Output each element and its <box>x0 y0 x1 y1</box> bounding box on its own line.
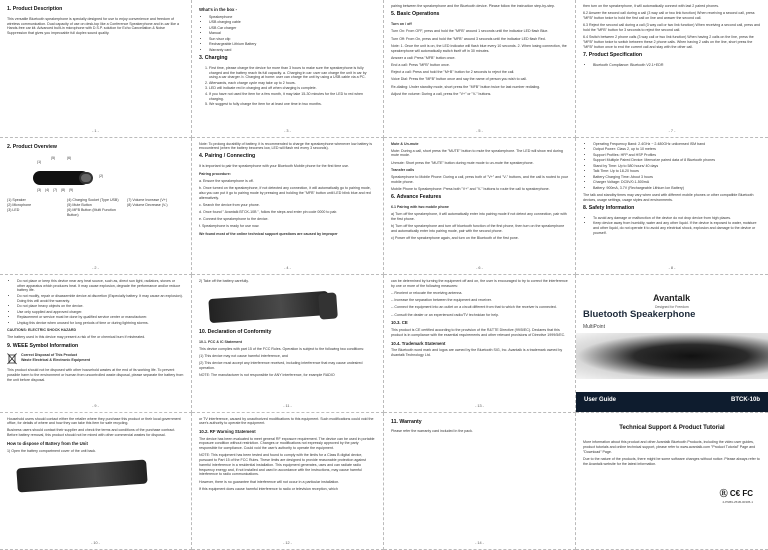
operation-line: Note: 1. Once the unit is on, the LED indicator will flash blue every 10 seconds. 2. When losing connection, the speakerphone will automatically switch itself off in 30 minutes. <box>391 43 567 53</box>
heading-box-contents: What's in the box - <box>199 7 238 12</box>
heading-charging: 3. Charging <box>199 55 228 62</box>
product-subtitle: MultiPoint <box>583 324 605 331</box>
transfer-heading: Transfer calls <box>391 167 415 172</box>
list-item: • Support Multiple Paired Device: Memorize paired data of 8 Bluetooth phones <box>593 158 761 163</box>
fcc-text: This device complies with part 15 of the FCC Rules. Operation is subject to the following two conditions: <box>199 346 364 351</box>
trademark-heading: 10.4. Trademark Statement <box>391 340 446 346</box>
list-item: • Sun visor clip <box>209 37 376 42</box>
battery-cover-image <box>318 292 338 319</box>
weee-block <box>7 353 184 365</box>
page-number: - 13 - <box>475 403 484 408</box>
list-item: 2. Afterwards, each charge cycle may take up to 2 hours. <box>209 81 376 86</box>
heading-weee: 9. WEEE Symbol Information <box>7 342 79 349</box>
fcc-note: NOTE: The manufacturer is not responsible for ANY interference, for example RADIO <box>199 373 335 378</box>
operation-line: Turn On: From OFF, press and hold the "MFB" around 1 seconds until the indicator LED flash Blue. <box>391 29 549 34</box>
battery-removal-step: 2) Take off the battery carefully. <box>199 279 249 283</box>
operation-line: Turn Off: From On, press and hold the "MFB" around 3 seconds until the indicator LED flash Red. <box>391 36 546 41</box>
list-item: • Bluetooth Compliance: Bluetooth V2.1+EDR <box>593 63 761 68</box>
list-item: • Speakerphone <box>209 15 376 20</box>
trademark-text: The Bluetooth word mark and logos are owned by the Bluetooth SIG, Inc. Avantalk is a trademark owned by Avantalk Technology Ltd. <box>391 348 563 357</box>
page-number: - 5 - <box>476 128 483 133</box>
page-9 <box>0 275 192 413</box>
operation-line: Answer a call: Press "MFB" button once. <box>391 55 456 60</box>
page-5 <box>384 0 576 138</box>
cover-product-image <box>576 333 768 379</box>
heading-warranty: 11. Warranty <box>391 418 422 425</box>
page-13 <box>384 275 576 413</box>
operation-line: Turn on / off <box>391 22 412 27</box>
operation-line: Adjust the volume: During a call, press the "V+" or "V-" buttons. <box>391 91 492 96</box>
weee-label: Correct Disposal of This Product <box>21 353 78 358</box>
auto-connect-text: then turn on the speakerphone, it will automatically connect with last 2 paired phones. <box>583 4 720 8</box>
list-item: 5. We suggest to fully charge the item for at least one time in two months. <box>209 102 376 107</box>
legend-item: (5) Mute Button <box>67 203 92 208</box>
feature-item: 6.4 Switch between 2 phone calls (3 way call or two link function) When having 2 calls on the line, press the "MFB" button twice to switch between these 2 phone calls. When having 2 calls on the line, short press the "MFB" button once to end the current call and stay with the other call. <box>583 35 754 49</box>
operation-line: Voice Dial: Press the "MFB" button once and say the name of person you wish to call. <box>391 77 527 82</box>
page-number: - 11 - <box>283 403 292 408</box>
fcc-condition: (1) This device may not cause harmful interference, and <box>199 354 288 359</box>
support-note: We found most of the online technical support questions are caused by improper <box>199 231 338 236</box>
fcc-condition: (2) This device must accept any interference received, including interference that may cause undesired operation. <box>199 361 363 371</box>
list-item: • Rechargeable Lithium Battery <box>209 42 376 47</box>
measure-item: -- Increase the separation between the equipment and receiver. <box>391 298 492 303</box>
legend-item: (7) Volume Increase (V+) <box>127 198 168 203</box>
callout-label: (8) <box>61 188 66 193</box>
pairing-step: d. Once found " Avantalk BTCK-10B ", follow the steps and enter pin code 0000 to pair. <box>199 209 338 214</box>
page-number: - 7 - <box>668 128 676 133</box>
fcc-heading: 10.1. FCC & IC Statement <box>199 339 242 344</box>
legend-item: (2) Microphone <box>7 203 32 208</box>
list-item: • Unplug this device when unused for long periods of time or during lightning storms. <box>17 321 184 326</box>
device-image <box>208 291 329 323</box>
mute-line: Unmute: Short press the "MUTE" button during mute mode to un-mute the speakerphone. <box>391 160 534 165</box>
page-number: - 3 - <box>284 128 291 133</box>
measure-item: -- Reorient or relocate the receiving antenna. <box>391 290 463 295</box>
page-8 <box>576 138 768 276</box>
transfer-line: Speakerphone to Mobile Phone: During a call, press both of "V+" and "V-" buttons, and the call is routed to your mobile phone. <box>391 175 569 184</box>
page-number: - 4 - <box>284 266 291 270</box>
legend-item: (6) MFB Button (Multi Function Button) <box>67 207 116 217</box>
overview-legend <box>7 198 184 217</box>
heading-product-overview: 2. Product Overview <box>7 143 57 150</box>
transfer-line: Mobile Phone to Speakerphone: Press both "V+" and "V-" buttons to route the call to speakerphone. <box>391 187 550 192</box>
software-notice-text: Due to the nature of the products, there might be some software changes without notice. Please always refer to the Avantalk website for the latest information. <box>583 457 760 466</box>
list-item: • Keep device away from humidity, water and any other liquid. If the device is exposed to water, moisture and other liquid, do not operate it to avoid any electrical shock, explosion and damage to the device or yourself. <box>593 221 761 235</box>
page-1 <box>0 0 192 138</box>
page-number: - 8 - <box>668 266 676 270</box>
list-item: • USB Car charger <box>209 26 376 31</box>
safety-list <box>17 279 184 326</box>
warranty-text: Please refer the warranty card included in the pack. <box>391 429 473 434</box>
pairing-step: a. Ensure the speakerphone is off. <box>199 178 254 183</box>
safety-list <box>593 216 761 236</box>
brand-name: Avantalk <box>653 293 691 303</box>
list-item: 3. LED will indicate red in charging and off when charging is complete. <box>209 86 376 91</box>
list-item: • Use only supplied and approved charger. <box>17 310 184 315</box>
list-item: 1. First time, please charge the device for more than 3 hours to make sure the speakerphone is fully charged and the battery reach its full capacity. a. Charging in car: user can charge the unit in car by using a car charger. b. Charging at home: user can charge the unit by using a USB cable via a PC. <box>209 66 376 80</box>
interference-guarantee-text: However, there is no guarantee that interference will not occur in a particular installation. <box>199 479 340 484</box>
crossed-bin-icon <box>7 353 17 365</box>
page-11 <box>192 275 384 413</box>
product-title: Bluetooth Speakerphone <box>583 309 696 321</box>
callout-label: (6) <box>67 156 72 161</box>
rf-warning-heading: 10.2. RF Warning Statement <box>199 428 256 434</box>
cover-page <box>576 275 768 413</box>
box-contents-list <box>209 15 376 53</box>
battery-note: Note: To prolong durability of battery, it is recommended to charge the speakerphone whenever low battery is encountered (when the battery becomes low, LED will flash red every 3 seconds). <box>199 141 373 151</box>
talk-time-note: The talk and standby times may vary when used with different mobile phones or other compatible Bluetooth devices, usage settings, usage styles and environments. <box>583 192 754 202</box>
list-item: • Do not modify, repair or disassemble device at discretion (Especially battery. It may cause an explosion). Doing this will avoid the warranty. <box>17 294 184 303</box>
page-number: - 14 - <box>475 541 484 545</box>
callout-label: (9) <box>69 188 74 193</box>
heading-advance-features: 6. Advance Features <box>391 194 442 201</box>
legend-item: (8) Volume Decrease (V-) <box>127 203 168 208</box>
back-cover <box>576 413 768 550</box>
list-item: • Battery: 900mA, 3.7V (Rechargeable Lithium Ion Battery) <box>593 186 761 191</box>
heading-technical-support: Technical Support & Product Tutorial <box>619 424 725 431</box>
certification-marks: Ⓡ C€ FC <box>719 488 753 498</box>
model-number: BTCK-10b <box>730 396 760 403</box>
pairing-step: a) Turn off the speakerphone, it will automatically enter into pairing mode if not detect any connection, pair with the first phone. <box>391 212 567 222</box>
legend-item: (4) Charging Socket (Type USB) <box>67 198 119 203</box>
feature-item: 6.3 Reject the second call during a call (3 way call or two link function) When receiving a second call, press and hold the "MFB" button for 3 seconds to reject the second call. <box>583 23 760 32</box>
list-item: • Manual <box>209 31 376 36</box>
rf-warning-text: The device has been evaluated to meet general RF exposure requirement. The device can be used in portable exposure condition without restriction. Changes or modifications not expressly approved by the party responsible for compliance. Could void the user's authority to operate the equipment. <box>199 436 375 451</box>
cover-footer-bar <box>576 392 768 412</box>
mute-heading: Mute & Un-mute <box>391 141 419 146</box>
page-7 <box>576 0 768 138</box>
heading-product-specification: 7. Product Specification <box>583 51 643 58</box>
callout-label: (1) <box>37 160 42 165</box>
callout-label: (2) <box>99 174 104 179</box>
business-disposal-text: Business users should contact their supplier and check the terms and conditions of the purchase contract. Before battery removal, this product should not be mixed with other commercial wastes for disposal. <box>7 428 176 438</box>
list-item: • Output Power: Class 2, up to 10 meters <box>593 147 761 152</box>
page-6 <box>384 138 576 276</box>
spec-list <box>593 63 761 68</box>
two-phone-pairing-heading: 6.1 Pairing with two mobile phone <box>391 205 449 210</box>
user-guide-label: User Guide <box>584 396 617 403</box>
pairing-step: b. Once turned on the speakerphone, if not detected any connection, it will automatically go to pairing mode, also you can put it go to pairing mode by pressing and holding the "MFB" button until LED blink blue and red alternatively. <box>199 186 371 200</box>
mute-line: Mute: During a call, short press the "MUTE" button to mute the speakerphone. The LED will show red during mute mode. <box>391 148 563 158</box>
page-number: - 10 - <box>91 541 100 545</box>
battery-cover-illustration <box>7 456 184 494</box>
list-item: • Charger Voltage: DC5V/0.1-500mA <box>593 180 761 185</box>
fcc-continued-text: or TV interference, caused by unauthorized modifications to this equipment. Such modifications could void the user's authority to operate the equipment. <box>199 416 374 426</box>
support-text: More information about this product and other Avantalk Bluetooth Products, including the video user guides, product tutorials and online technical support, please refer to www.avantalk.com "Product Tutorial" Page and "Download" Page. <box>583 440 756 454</box>
list-item: • Do not place or keep this device near any heat source, such as, direct sun light, radiators, stoves or other apparatus which produces heat. It may cause explosion, degrade the performance and/or reduce battery life. <box>17 279 184 293</box>
pairing-intro-text: pairing between the speakerphone and the Bluetooth device. Please follow the instruction step-by-step. <box>391 4 556 8</box>
brand-tagline: Designed for Freedom <box>655 304 689 309</box>
battery-disposal-heading: How to dispose of Battery from the Unit <box>7 440 88 446</box>
pairing-step: c) Power off the speakerphone again, and turn on the Bluetooth of the first pone. <box>391 236 519 241</box>
page-3 <box>192 0 384 138</box>
part-number: 2-PNB9-251B-00305-1 <box>722 500 753 505</box>
pairing-step: b) Turn off the speakerphone and turn off bluetooth function of the first phone, then turn on the speakerphone and automatically enter into pairing mode, pair with the second phone. <box>391 224 565 234</box>
list-item: • Battery Charging Time: About 3 hours <box>593 175 761 180</box>
list-item: • Do not place heavy objects on the device. <box>17 304 184 309</box>
heading-pairing: 4. Pairing / Connecting <box>199 153 256 160</box>
page-14 <box>384 413 576 550</box>
interference-continued-text: If this equipment does cause harmful interference to radio or television reception, which <box>199 486 338 491</box>
weee-text: This product should not be disposed with other household wastes at the end of its working life. To prevent possible harm to the environment or human from uncontrolled waste disposal, please separate the battery from the unit before disposal. <box>7 368 184 382</box>
callout-label: (3) <box>37 188 42 193</box>
recycling-text: Household users should contact either the retailer where they purchase this product or their local government office, for details of where and how they can take this item for safe recycling. <box>7 416 181 426</box>
pairing-step: c. Search the device from your phone. <box>199 202 260 207</box>
list-item: • Support Profiles: HFP and HSP Profiles <box>593 153 761 158</box>
spec-list <box>593 142 761 191</box>
list-item: • Stand by Time: Up to 580 hours/ 40 days <box>593 164 761 169</box>
list-item: • Talk Time: Up to 18-20 hours <box>593 169 761 174</box>
page-2 <box>0 138 192 276</box>
operation-line: End a call: Press "MFB" button once. <box>391 63 450 67</box>
page-4 <box>192 138 384 276</box>
brand-logo <box>653 293 761 309</box>
pairing-step: e. Connect the speakerphone to the device. <box>199 217 269 222</box>
callout-label: (4) <box>45 188 50 193</box>
page-number: - 2 - <box>92 266 99 270</box>
heading-product-description: 1. Product Description <box>7 6 63 12</box>
weee-label: Waste Electrical & Electronic Equipment <box>21 358 90 363</box>
heading-safety: 8. Safety Information <box>583 204 635 211</box>
weee-labels <box>21 353 90 362</box>
callout-label: (5) <box>51 156 56 161</box>
class-b-note: NOTE: This equipment has been tested and found to comply with the limits for a Class B digital device, pursuant to Part 15 of the FCC Rules. These limits are designed to provide reasonable protection against harmful interference in a residential installation. This equipment generates, uses and can radiate radio frequency energy and, if not installed and used in accordance with the instructions, may cause harmful interference to radio communications. <box>199 453 366 477</box>
battery-disposal-step: 1) Open the battery compartment cover of the unit back. <box>7 448 97 453</box>
list-item: • Warranty card <box>209 48 376 53</box>
page-number: - 12 - <box>283 541 292 545</box>
ce-text: This product is CE certified according to the provision of the R&TTE Directive (99/5/EC). Declares that this product is in compliance with the essential requirements and other relevant provisions of Directive 1999/5/EC. <box>391 328 566 337</box>
caution-heading: CAUTIONS: ELECTRIC SHOCK HAZARD <box>7 328 77 333</box>
charging-steps <box>209 66 376 107</box>
list-item: • Replacement or service must be done by qualified service center or manufacturer. <box>17 315 184 320</box>
interference-intro: can be determined by turning the equipment off and on, the user is encouraged to try to correct the interference by one or more of the following measures: <box>391 279 568 288</box>
product-description-text: This versatile Bluetooth speakerphone is specially designed for use to enjoy convenience and freedom of wireless communication. Dual capacity of use on desk-top like a Conference Speakerphone and in-car like a Hands-free car kit. Advanced built-in microphone with D.S.P. solution for Echo Cancellation & Noise Suppression that gives you impeccable full duplex sound quality. <box>7 16 179 36</box>
operation-line: Reject a call: Press and hold the "M+B" button for 2 seconds to reject the call. <box>391 70 515 75</box>
heading-basic-operations: 5. Basic Operations <box>391 11 440 18</box>
operation-line: Re-dialing: Under standby mode, short press the "MFB" button twice for last number redialing. <box>391 84 541 89</box>
list-item: • Operating Frequency Band: 2.4GHz ~ 2.480GHz unlicensed ISM band <box>593 142 761 147</box>
page-number: - 1 - <box>92 128 99 133</box>
page-10 <box>0 413 192 550</box>
feature-item: 6.2 Answer the second call during a call (3 way call or two link function) When receiving a second call, press "MFB" button twice to hold the first call on line and answer the second call. <box>583 11 755 20</box>
device-image <box>16 460 147 493</box>
measure-item: -- Consult the dealer or an experienced radio/TV technician for help. <box>391 312 500 317</box>
callout-label: (7) <box>53 188 58 193</box>
pairing-intro: It is important to pair the speakerphone with your Bluetooth Mobile phone for the first time use. <box>199 164 350 169</box>
page-number: - 9 - <box>92 403 99 408</box>
heading-declaration: 10. Declaration of Conformity <box>199 328 272 335</box>
battery-illustration <box>199 287 376 325</box>
list-item: 4. If you have not used the item for a few month, it may take 15-30 minutes for the LED to red when charging. <box>209 92 376 101</box>
speaker-grill <box>79 172 93 184</box>
pairing-step: f. Speakerphone is ready for use now. <box>199 224 260 229</box>
legend-item: (3) LED <box>7 207 20 212</box>
list-item: • USB charging cable <box>209 20 376 25</box>
page-number: - 6 - <box>476 266 483 270</box>
measure-item: -- Connect the equipment into an outlet on a circuit different from that to which the receiver is connected. <box>391 305 557 310</box>
caution-text: The battery used in this device may present a risk of fire or chemical burn if mistreated. <box>7 335 146 340</box>
legend-item: (1) Speaker <box>7 198 26 203</box>
pairing-procedure-label: Pairing procedure: <box>199 171 231 176</box>
ce-heading: 10.3. CE <box>391 320 408 326</box>
list-item: • To avoid any damage or malfunction of the device do not drop device from high places. <box>593 216 761 221</box>
device-diagram <box>7 154 184 194</box>
page-12 <box>192 413 384 550</box>
